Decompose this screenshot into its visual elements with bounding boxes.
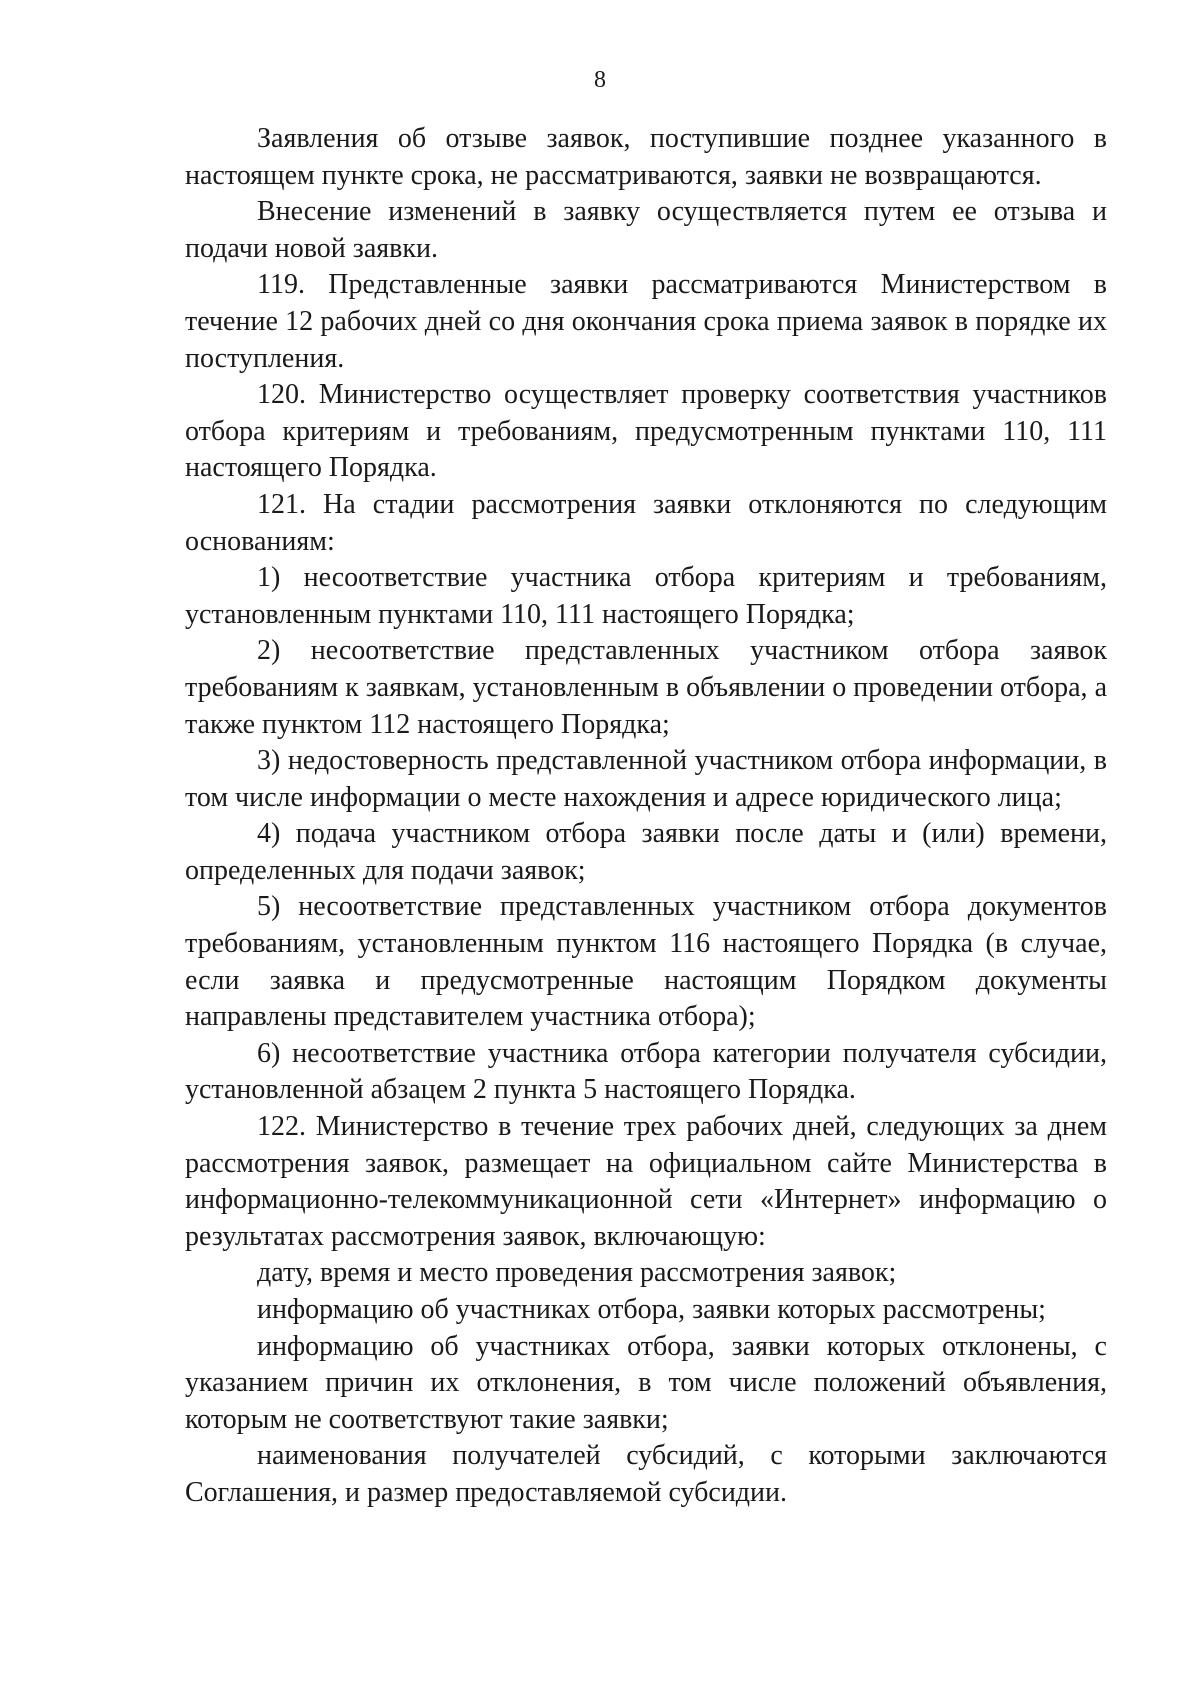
list-item-4: 4) подача участником отбора заявки после даты и (или) времени, определенных для подачи заявок; (185, 818, 1107, 886)
document-body (185, 121, 1107, 1512)
paragraph-122: 122. Министерство в течение трех рабочих дней, следующих за днем рассмотрения заявок, размещает на официальном сайте Министерства в информационно-телекоммуникационной сети «Интернет» информацию о результатах рассмотрения заявок, включающую: (185, 1111, 1107, 1252)
paragraph-122-reviewed: информацию об участниках отбора, заявки которых рассмотрены; (257, 1294, 1046, 1325)
paragraph-122-recipients: наименования получателей субсидий, с которыми заключаются Соглашения, и размер предоставляемой субсидии. (185, 1440, 1107, 1508)
list-item-5: 5) несоответствие представленных участником отбора документов требованиям, установленным пунктом 116 настоящего Порядка (в случае, если заявка и предусмотренные настоящим Порядком документы направлены представителем участника отбора); (185, 891, 1107, 1033)
paragraph-122-rejected: информацию об участниках отбора, заявки которых отклонены, с указанием причин их отклонения, в том числе положений объявления, которым не соответствуют такие заявки; (185, 1330, 1107, 1435)
list-item-3: 3) недостоверность представленной участником отбора информации, в том числе информации о месте нахождения и адресе юридического лица; (185, 745, 1107, 813)
paragraph-120: 120. Министерство осуществляет проверку соответствия участников отбора критериям и требованиям, предусмотренным пунктами 110, 111 настоящего Порядка. (185, 379, 1107, 484)
paragraph-121: 121. На стадии рассмотрения заявки отклоняются по следующим основаниям: (185, 488, 1107, 557)
list-item-1: 1) несоответствие участника отбора критериям и требованиям, установленным пунктами 110, 111 настоящего Порядка; (185, 562, 1107, 630)
paragraph-changes: Внесение изменений в заявку осуществляется путем ее отзыва и подачи новой заявки. (185, 196, 1107, 264)
paragraph-withdrawal-late: Заявления об отзыве заявок, поступившие позднее указанного в настоящем пункте срока, не рассматриваются, заявки не возвращаются. (185, 123, 1107, 191)
paragraph-119: 119. Представленные заявки рассматриваются Министерством в течение 12 рабочих дней со дня окончания срока приема заявок в порядке их поступления. (185, 269, 1107, 374)
list-item-6: 6) несоответствие участника отбора категории получателя субсидии, установленной абзацем 2 пункта 5 настоящего Порядка. (185, 1037, 1107, 1106)
list-item-2: 2) несоответствие представленных участником отбора заявок требованиям к заявкам, установленным в объявлении о проведении отбора, а также пунктом 112 настоящего Порядка; (185, 635, 1107, 740)
paragraph-122-date: дату, время и место проведения рассмотрения заявок; (257, 1257, 897, 1289)
page-number: 8 (594, 67, 606, 93)
